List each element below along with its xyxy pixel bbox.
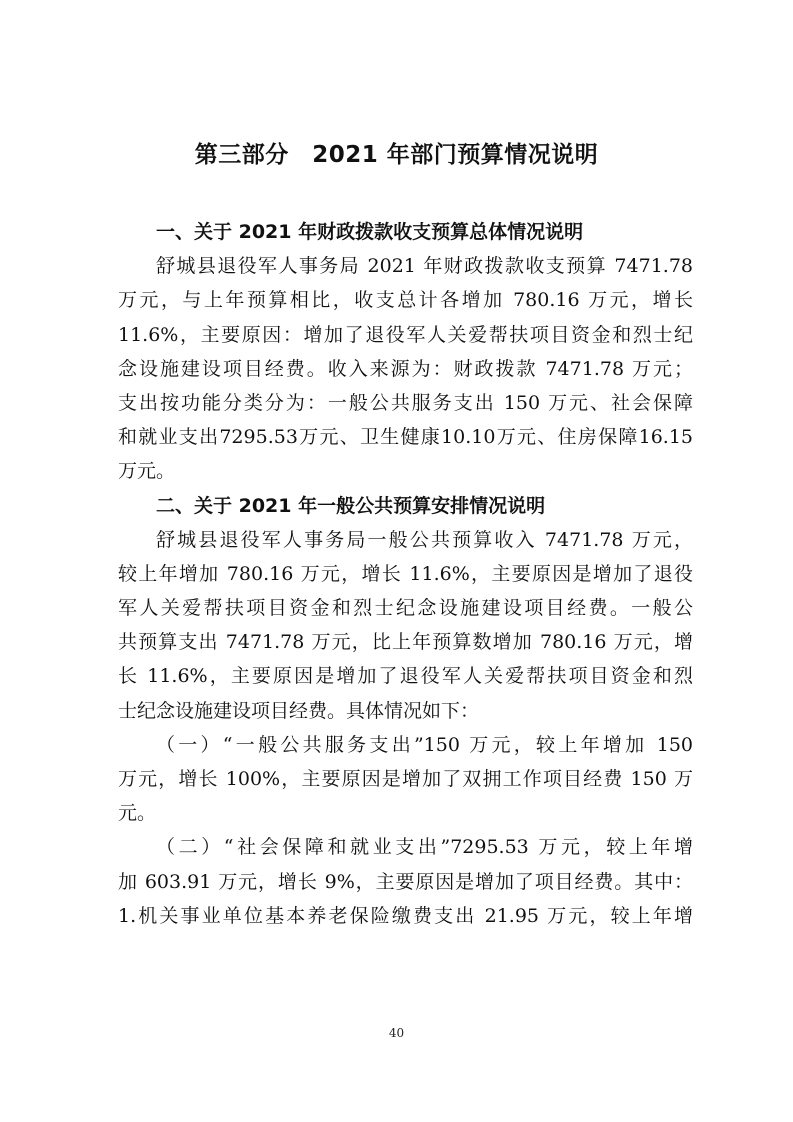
text-line: 长 11.6%，主要原因是增加了退役军人关爱帮扶项目资金和烈 xyxy=(118,665,693,688)
text-line: 舒城县退役军人事务局一般公共预算收入 7471.78 万元， xyxy=(156,528,693,551)
text-line: 和就业支出7295.53万元、卫生健康10.10万元、住房保障16.15 xyxy=(118,426,693,449)
text-line: （二）“社会保障和就业支出”7295.53 万元，较上年增 xyxy=(156,836,693,859)
text-line: 较上年增加 780.16 万元，增长 11.6%，主要原因是增加了退役 xyxy=(118,562,693,585)
text-line: 11.6%，主要原因：增加了退役军人关爱帮扶项目资金和烈士纪 xyxy=(118,323,693,346)
section-heading: 二、关于 2021 年一般公共预算安排情况说明 xyxy=(156,494,546,517)
text-line: 元。 xyxy=(118,802,157,825)
text-line: 士纪念设施建设项目经费。具体情况如下： xyxy=(118,699,480,722)
text-line: （一）“一般公共服务支出”150 万元，较上年增加 150 xyxy=(156,733,693,756)
text-line: 舒城县退役军人事务局 2021 年财政拨款收支预算 7471.78 xyxy=(156,255,693,278)
text-line: 1.机关事业单位基本养老保险缴费支出 21.95 万元，较上年增 xyxy=(118,904,693,927)
text-line: 加 603.91 万元，增长 9%，主要原因是增加了项目经费。其中： xyxy=(118,870,693,893)
document-body xyxy=(118,215,693,933)
text-line: 万元，与上年预算相比，收支总计各增加 780.16 万元，增长 xyxy=(118,289,693,312)
section-heading: 一、关于 2021 年财政拨款收支预算总体情况说明 xyxy=(156,221,584,243)
text-line: 念设施建设项目经费。收入来源为：财政拨款 7471.78 万元； xyxy=(118,357,693,380)
text-line: 万元，增长 100%，主要原因是增加了双拥工作项目经费 150 万 xyxy=(118,768,693,790)
text-line: 万元。 xyxy=(118,460,176,483)
text-line: 支出按功能分类分为：一般公共服务支出 150 万元、社会保障 xyxy=(118,391,693,414)
text-line: 军人关爱帮扶项目资金和烈士纪念设施建设项目经费。一般公 xyxy=(118,597,693,620)
page-number: 40 xyxy=(388,1026,405,1040)
text-line: 共预算支出 7471.78 万元，比上年预算数增加 780.16 万元，增 xyxy=(118,631,693,654)
page-title: 第三部分 2021 年部门预算情况说明 xyxy=(194,142,599,168)
